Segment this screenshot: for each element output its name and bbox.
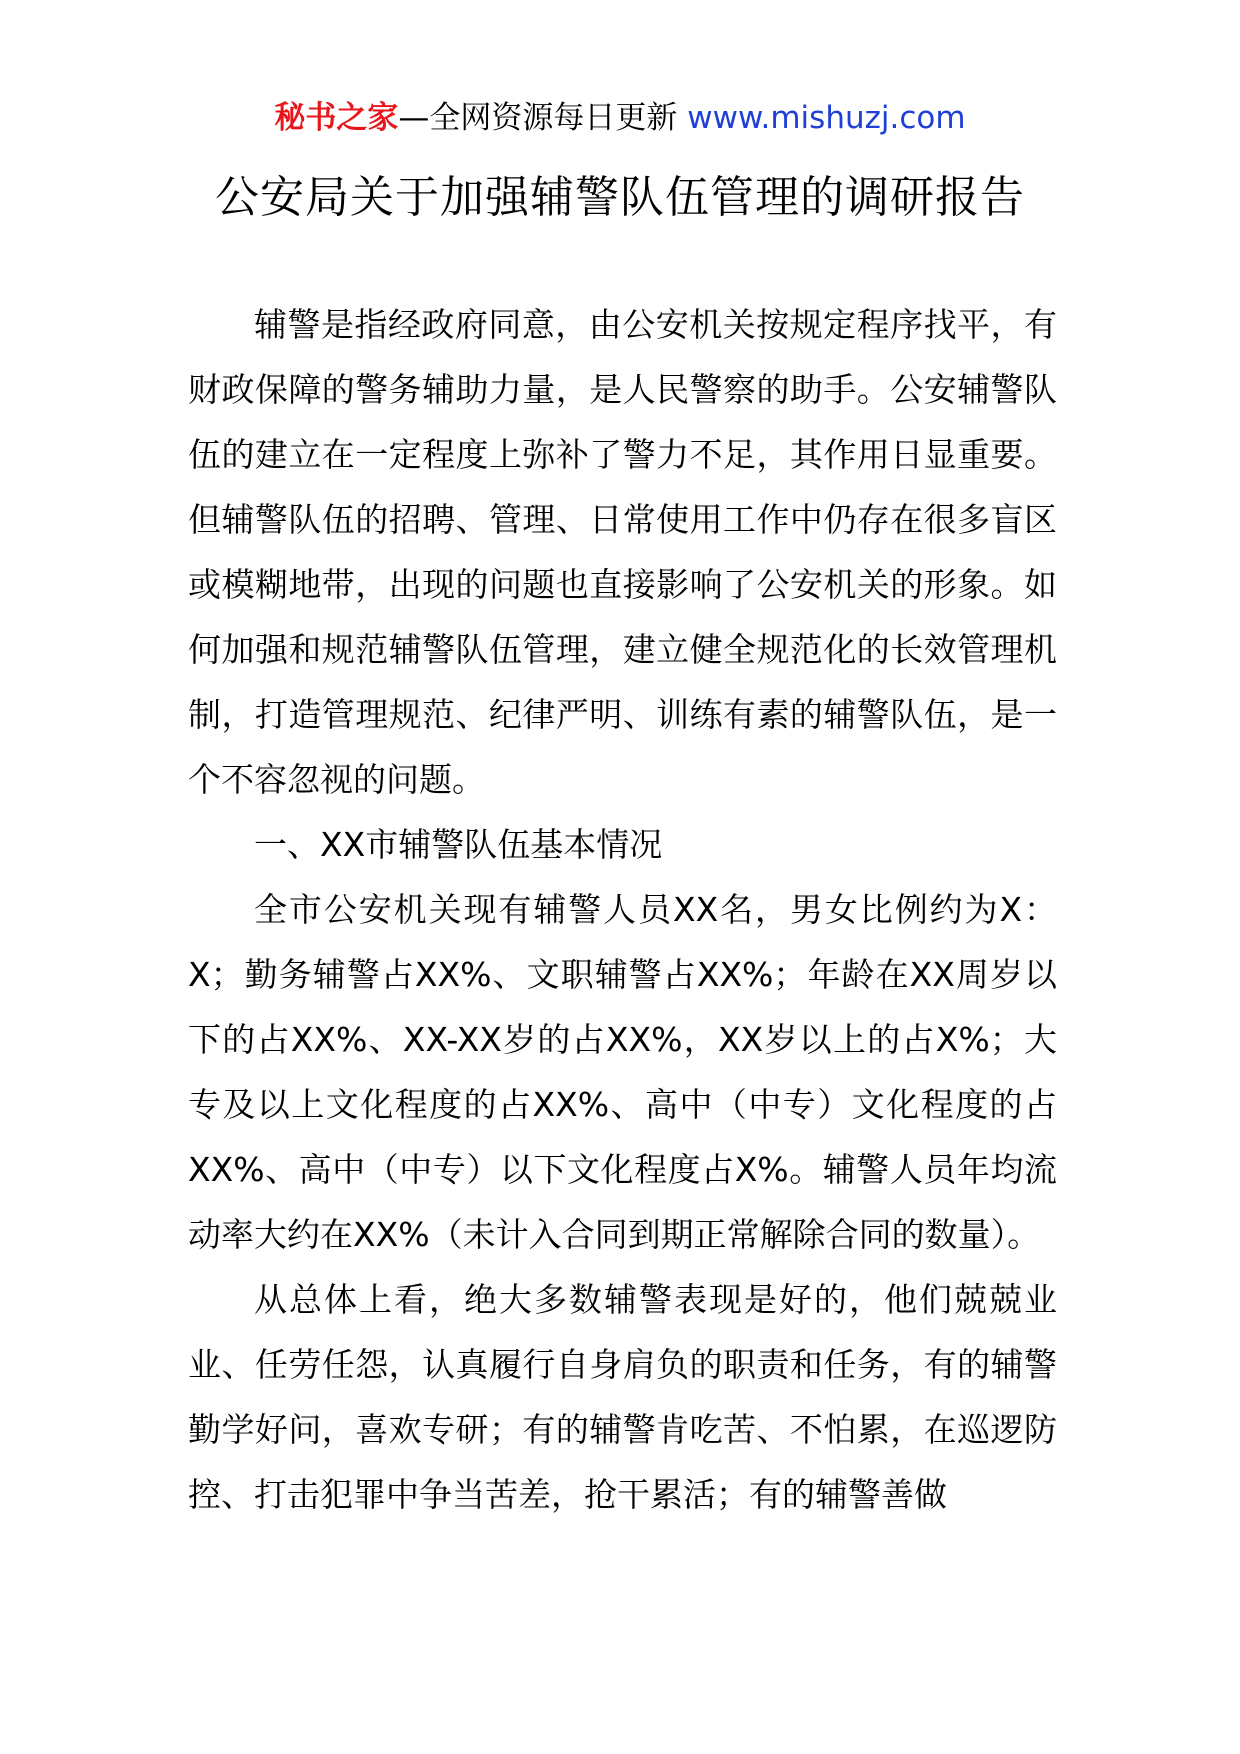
site-url-link[interactable]: www.mishuzj.com [687,100,966,136]
paragraph-intro: 辅警是指经政府同意，由公安机关按规定程序找平，有财政保障的警务辅助力量，是人民警察的助手。公安辅警队伍的建立在一定程度上弥补了警力不足，其作用日显重要。但辅警队伍的招聘、管理、日常使用工作中仍存在很多盲区或模糊地带，出现的问题也直接影响了公安机关的形象。如何加强和规范辅警队伍管理，建立健全规范化的长效管理机制，打造管理规范、纪律严明、训练有素的辅警队伍，是一个不容忽视的问题。 [188,305,1057,799]
section-heading-1: 一、XX市辅警队伍基本情况 [254,825,663,864]
document-title: 公安局关于加强辅警队伍管理的调研报告 [215,172,1025,223]
site-brand: 秘书之家 [274,100,399,136]
document-body [188,292,1057,1527]
site-slogan: —全网资源每日更新 [398,100,688,136]
paragraph-overview: 从总体上看，绝大多数辅警表现是好的，他们兢兢业业、任劳任怨，认真履行自身肩负的职责和任务，有的辅警勤学好问，喜欢专研；有的辅警肯吃苦、不怕累，在巡逻防控、打击犯罪中争当苦差，抢干累活；有的辅警善做 [188,1280,1057,1514]
paragraph-statistics: 全市公安机关现有辅警人员XX名，男女比例约为X：X；勤务辅警占XX%、文职辅警占XX%；年龄在XX周岁以下的占XX%、XX-XX岁的占XX%，XX岁以上的占X%；大专及以上文化程度的占XX%、高中（中专）文化程度的占XX%、高中（中专）以下文化程度占X%。辅警人员年均流动率大约在XX%（未计入合同到期正常解除合同的数量）。 [188,890,1057,1254]
site-header-banner [0,98,1240,138]
